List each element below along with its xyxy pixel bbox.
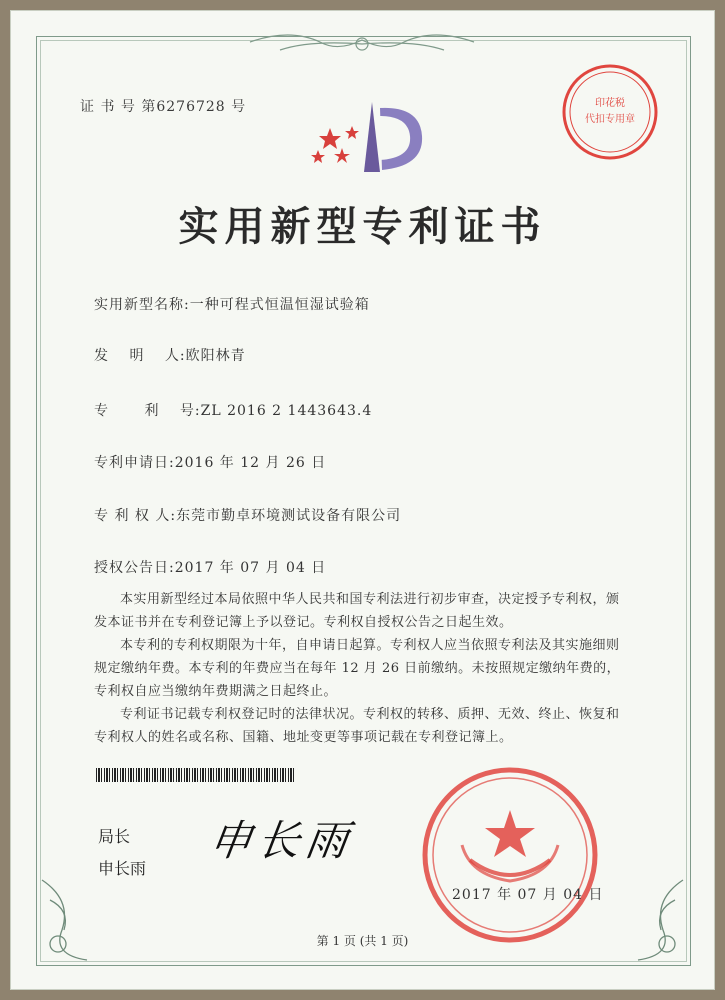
field-value: 一种可程式恒温恒湿试验箱 [189,297,370,313]
patent-office-logo [311,102,422,172]
page-number: 第 1 页 (共 1 页) [316,934,409,948]
national-ip-seal [425,770,595,940]
field-grant-date [94,557,326,577]
field-value: 2017 年 07 月 04 日 [174,560,327,576]
field-value: 2016 年 12 月 26 日 [174,455,327,471]
director-name: 申长雨 [98,859,147,878]
field-label: 专 利 权 人: [94,508,177,524]
field-utility-model-name [94,294,370,314]
seal-date: 2017 年 07 月 04 日 [452,887,604,903]
barcode [96,768,296,782]
field-patent-number [94,400,372,420]
svg-text:代扣专用章: 代扣专用章 [585,114,635,125]
paragraph: 本实用新型经过本局依照中华人民共和国专利法进行初步审查，决定授予专利权，颁发本证书并在专利登记簿上予以登记。专利权自授权公告之日起生效。 [94,592,620,630]
field-inventor [94,345,246,365]
field-patentee [94,505,401,525]
field-value: ZL 2016 2 1443643.4 [200,403,373,419]
field-label: 专 利 号: [94,403,201,419]
field-label: 实用新型名称: [94,297,190,313]
svg-text:印花税: 印花税 [595,98,625,109]
small-seal-stamp [564,66,656,158]
certificate-number: 证 书 号 第6276728 号 [80,99,247,115]
certificate-title: 实用新型专利证书 [178,204,547,250]
field-label: 专利申请日: [94,455,175,471]
top-ornament [250,35,474,50]
field-value: 欧阳林青 [185,348,246,364]
field-label: 发 明 人: [94,348,186,364]
director-title: 局长 [98,827,131,846]
certificate-body-text [94,588,629,749]
field-value: 东莞市勤卓环境测试设备有限公司 [176,508,402,524]
director-signature: 申长雨 [206,816,358,865]
paragraph: 本专利的专利权期限为十年，自申请日起算。专利权人应当依照专利法及其实施细则规定缴纳年费。本专利的年费应当在每年 12 月 26 日前缴纳。未按照规定缴纳年费的，专利权自应当缴纳年费期满之日起终止。 [94,638,621,699]
paragraph: 专利证书记载专利权登记时的法律状况。专利权的转移、质押、无效、终止、恢复和专利权人的姓名或名称、国籍、地址变更等事项记载在专利登记簿上。 [94,707,620,745]
field-application-date [94,452,326,472]
field-label: 授权公告日: [94,560,175,576]
